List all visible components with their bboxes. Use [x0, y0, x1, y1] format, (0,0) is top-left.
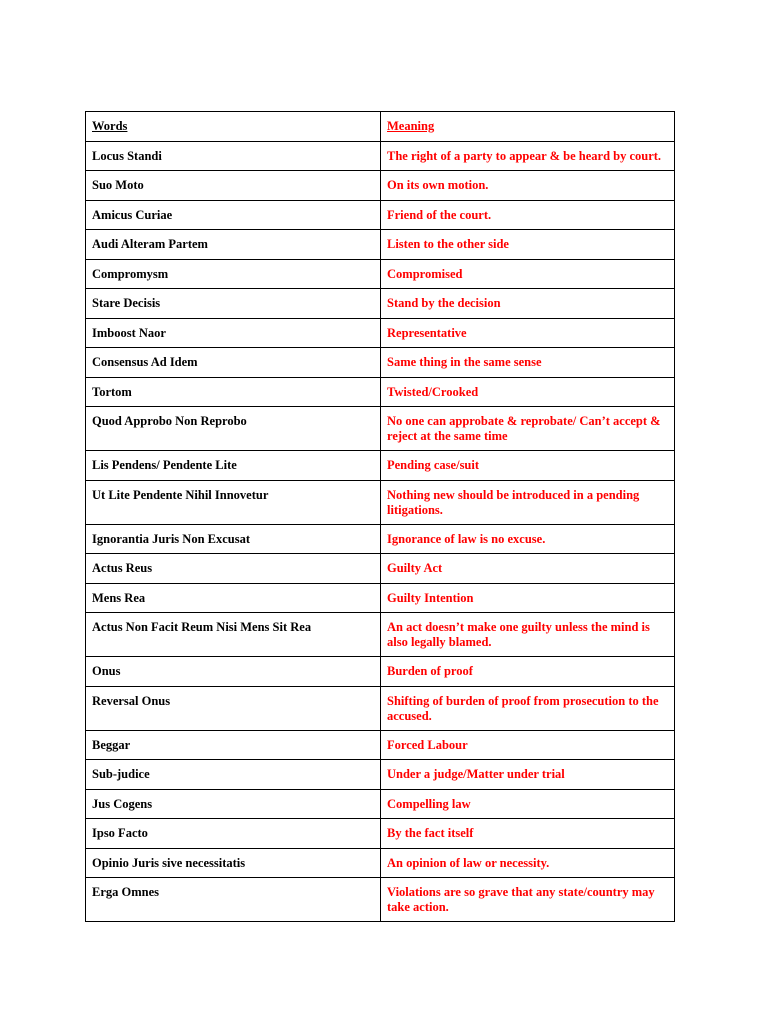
term-cell: Erga Omnes: [86, 878, 381, 922]
meaning-cell: Same thing in the same sense: [381, 348, 675, 378]
term-cell: Compromysm: [86, 259, 381, 289]
legal-terms-table: [85, 111, 675, 922]
table-row: [86, 289, 675, 319]
table-row: [86, 259, 675, 289]
table-row: [86, 171, 675, 201]
term-cell: Amicus Curiae: [86, 200, 381, 230]
term-cell: Sub-judice: [86, 760, 381, 790]
meaning-cell: Compelling law: [381, 789, 675, 819]
table-row: [86, 760, 675, 790]
meaning-cell: Nothing new should be introduced in a pending litigations.: [381, 480, 675, 524]
term-cell: Suo Moto: [86, 171, 381, 201]
table-row: [86, 819, 675, 849]
table-row: [86, 451, 675, 481]
term-cell: Ignorantia Juris Non Excusat: [86, 524, 381, 554]
column-header-words: Words: [86, 112, 381, 142]
meaning-cell: Burden of proof: [381, 657, 675, 687]
table-row: [86, 318, 675, 348]
term-cell: Beggar: [86, 730, 381, 760]
term-cell: Stare Decisis: [86, 289, 381, 319]
meaning-cell: An act doesn’t make one guilty unless the mind is also legally blamed.: [381, 613, 675, 657]
term-cell: Reversal Onus: [86, 686, 381, 730]
meaning-cell: No one can approbate & reprobate/ Can’t accept & reject at the same time: [381, 407, 675, 451]
term-cell: Lis Pendens/ Pendente Lite: [86, 451, 381, 481]
meaning-cell: Shifting of burden of proof from prosecution to the accused.: [381, 686, 675, 730]
table-header-row: [86, 112, 675, 142]
table-row: [86, 848, 675, 878]
meaning-cell: By the fact itself: [381, 819, 675, 849]
term-cell: Locus Standi: [86, 141, 381, 171]
term-cell: Onus: [86, 657, 381, 687]
meaning-cell: Forced Labour: [381, 730, 675, 760]
table-row: [86, 686, 675, 730]
meaning-cell: Violations are so grave that any state/country may take action.: [381, 878, 675, 922]
table-row: [86, 554, 675, 584]
term-cell: Ut Lite Pendente Nihil Innovetur: [86, 480, 381, 524]
table-row: [86, 141, 675, 171]
meaning-cell: Guilty Act: [381, 554, 675, 584]
term-cell: Actus Non Facit Reum Nisi Mens Sit Rea: [86, 613, 381, 657]
table-row: [86, 524, 675, 554]
term-cell: Audi Alteram Partem: [86, 230, 381, 260]
term-cell: Mens Rea: [86, 583, 381, 613]
meaning-cell: An opinion of law or necessity.: [381, 848, 675, 878]
term-cell: Imboost Naor: [86, 318, 381, 348]
table-row: [86, 657, 675, 687]
meaning-cell: Representative: [381, 318, 675, 348]
table-row: [86, 407, 675, 451]
table-row: [86, 789, 675, 819]
table-row: [86, 348, 675, 378]
table-row: [86, 878, 675, 922]
meaning-cell: On its own motion.: [381, 171, 675, 201]
meaning-cell: Under a judge/Matter under trial: [381, 760, 675, 790]
meaning-cell: Friend of the court.: [381, 200, 675, 230]
meaning-cell: Stand by the decision: [381, 289, 675, 319]
table-row: [86, 583, 675, 613]
table-body: [86, 112, 675, 922]
term-cell: Ipso Facto: [86, 819, 381, 849]
table-row: [86, 480, 675, 524]
meaning-cell: Compromised: [381, 259, 675, 289]
table-row: [86, 730, 675, 760]
term-cell: Tortom: [86, 377, 381, 407]
term-cell: Opinio Juris sive necessitatis: [86, 848, 381, 878]
meaning-cell: Twisted/Crooked: [381, 377, 675, 407]
table-row: [86, 230, 675, 260]
table-row: [86, 200, 675, 230]
meaning-cell: The right of a party to appear & be heard by court.: [381, 141, 675, 171]
meaning-cell: Listen to the other side: [381, 230, 675, 260]
meaning-cell: Pending case/suit: [381, 451, 675, 481]
term-cell: Jus Cogens: [86, 789, 381, 819]
term-cell: Actus Reus: [86, 554, 381, 584]
term-cell: Consensus Ad Idem: [86, 348, 381, 378]
column-header-meaning: Meaning: [381, 112, 675, 142]
table-row: [86, 613, 675, 657]
meaning-cell: Ignorance of law is no excuse.: [381, 524, 675, 554]
table-row: [86, 377, 675, 407]
term-cell: Quod Approbo Non Reprobo: [86, 407, 381, 451]
meaning-cell: Guilty Intention: [381, 583, 675, 613]
